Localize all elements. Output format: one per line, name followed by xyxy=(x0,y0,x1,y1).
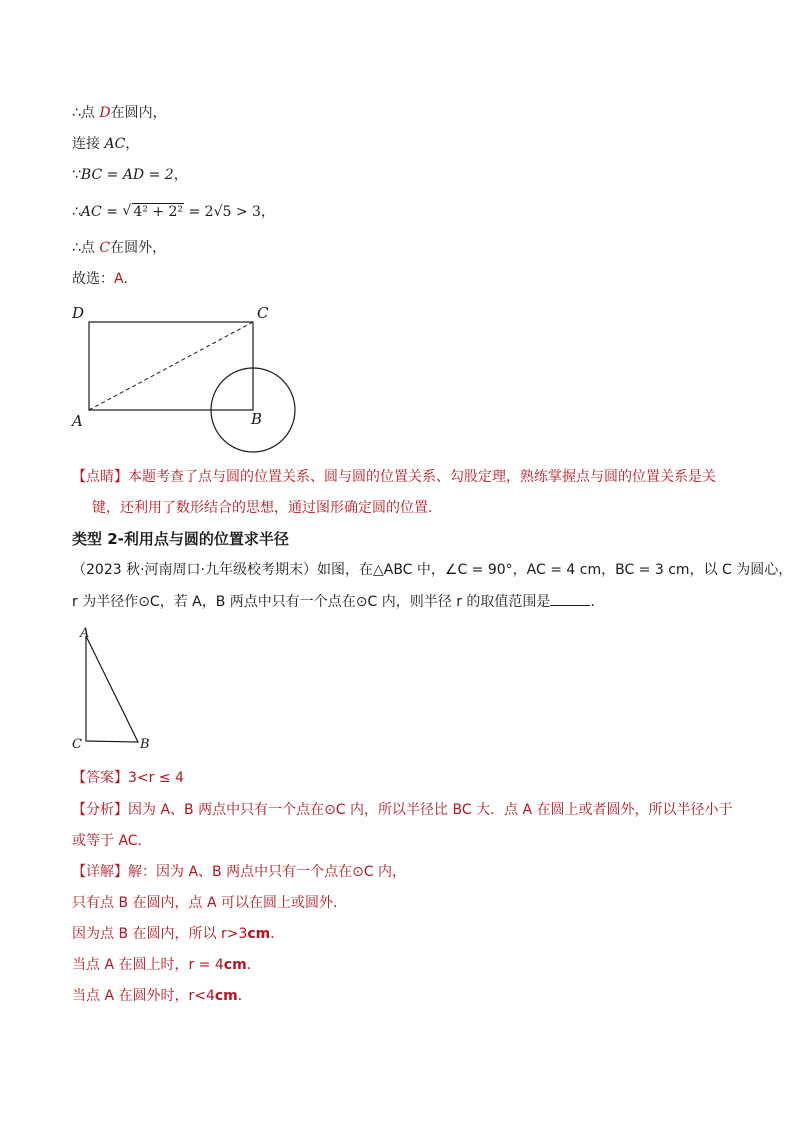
note-text: 本题考查了点与圆的位置关系、圆与圆的位置关系、勾股定理，熟练掌握点与圆的位置关系是关 xyxy=(128,469,716,485)
label-b: B xyxy=(140,737,150,752)
text: ∴点 xyxy=(72,105,100,121)
solution-line-6 xyxy=(72,269,128,289)
text: ． xyxy=(270,926,285,942)
radical-sign: √ xyxy=(122,203,132,219)
triangle-abc xyxy=(86,636,138,742)
because-symbol: ∵ xyxy=(72,167,81,183)
text: 在圆内， xyxy=(110,105,167,121)
note-tag: 【点睛】 xyxy=(72,469,128,485)
answer-blank xyxy=(550,591,590,606)
diagonal-ac xyxy=(89,322,253,410)
text: ． xyxy=(246,957,261,973)
equation-lhs: AC = xyxy=(80,204,123,220)
therefore-symbol: ∴ xyxy=(72,204,81,220)
text: ∴点 xyxy=(72,240,100,256)
detail-line-3 xyxy=(72,924,284,944)
problem-line-1: （2023 秋·河南周口·九年级校考期末）如图，在△ABC 中，∠C = 90°，AC = 4 cm，BC = 3 cm，以 C 为圆心， xyxy=(72,562,793,578)
analysis-line-1 xyxy=(72,800,733,820)
problem-text: r 为半径作⊙C，若 A，B 两点中只有一个点在⊙C 内，则半径 r 的取值范围是 xyxy=(72,594,551,610)
text: 故选： xyxy=(72,271,114,287)
solution-line-1 xyxy=(72,103,167,123)
solution-line-5 xyxy=(72,238,166,258)
label-c: C xyxy=(72,737,82,752)
label-a: A xyxy=(80,626,90,641)
var-ac: AC xyxy=(104,136,126,152)
text: ， xyxy=(173,167,188,183)
text: . xyxy=(123,271,128,287)
text: ， xyxy=(260,204,275,220)
radicand: 4² + 2² xyxy=(133,204,184,220)
var-c: C xyxy=(99,240,111,256)
unit: cm xyxy=(214,988,238,1004)
analysis-tag: 【分析】 xyxy=(72,802,128,818)
analysis-text: 因为 A、B 两点中只有一个点在⊙C 内，所以半径比 BC 大．点 A 在圆上或者圆外，所以半径小于 xyxy=(128,802,733,818)
label-b: B xyxy=(251,410,263,428)
detail-line-4 xyxy=(72,955,261,975)
equation-rhs: = 2√5 > 3 xyxy=(184,204,261,220)
solution-line-4 xyxy=(72,202,275,222)
text: ． xyxy=(237,988,252,1004)
unit: cm xyxy=(247,926,271,942)
detail-line-1 xyxy=(72,862,406,882)
text: 在圆外， xyxy=(110,240,167,256)
unit: cm xyxy=(223,957,247,973)
answer-choice: A xyxy=(114,271,124,287)
text: 连接 xyxy=(72,136,105,152)
sqrt-expression xyxy=(122,202,184,222)
solution-line-2 xyxy=(72,134,139,154)
text: ， xyxy=(125,136,140,152)
detail-line-2: 只有点 B 在圆内，点 A 可以在圆上或圆外． xyxy=(72,895,347,911)
solution-line-3 xyxy=(72,165,188,185)
equation: BC = AD = 2 xyxy=(80,167,174,183)
detail-tag: 【详解】 xyxy=(72,864,128,880)
answer-value: 3<r ≤ 4 xyxy=(128,770,184,786)
answer-line xyxy=(72,768,184,788)
answer-tag: 【答案】 xyxy=(72,770,128,786)
right-triangle-figure xyxy=(65,620,165,755)
label-d: D xyxy=(72,304,85,322)
section-heading: 类型 2-利用点与圆的位置求半径 xyxy=(72,530,289,548)
analysis-line-2: 或等于 AC． xyxy=(72,833,152,849)
var-d: D xyxy=(99,105,111,121)
detail-text: 当点 A 在圆外时，r<4 xyxy=(72,988,215,1004)
label-a: A xyxy=(72,412,83,430)
detail-line-5 xyxy=(72,986,252,1006)
problem-line-2 xyxy=(72,591,595,612)
note-line-2: 键，还利用了数形结合的思想，通过图形确定圆的位置． xyxy=(92,500,442,516)
note-line-1 xyxy=(72,467,716,487)
text: . xyxy=(590,594,595,610)
detail-text: 因为点 B 在圆内，所以 r>3 xyxy=(72,926,248,942)
rectangle-circle-figure xyxy=(65,298,305,456)
detail-text: 当点 A 在圆上时，r = 4 xyxy=(72,957,224,973)
detail-text: 解：因为 A、B 两点中只有一个点在⊙C 内， xyxy=(128,864,407,880)
label-c: C xyxy=(257,304,269,322)
